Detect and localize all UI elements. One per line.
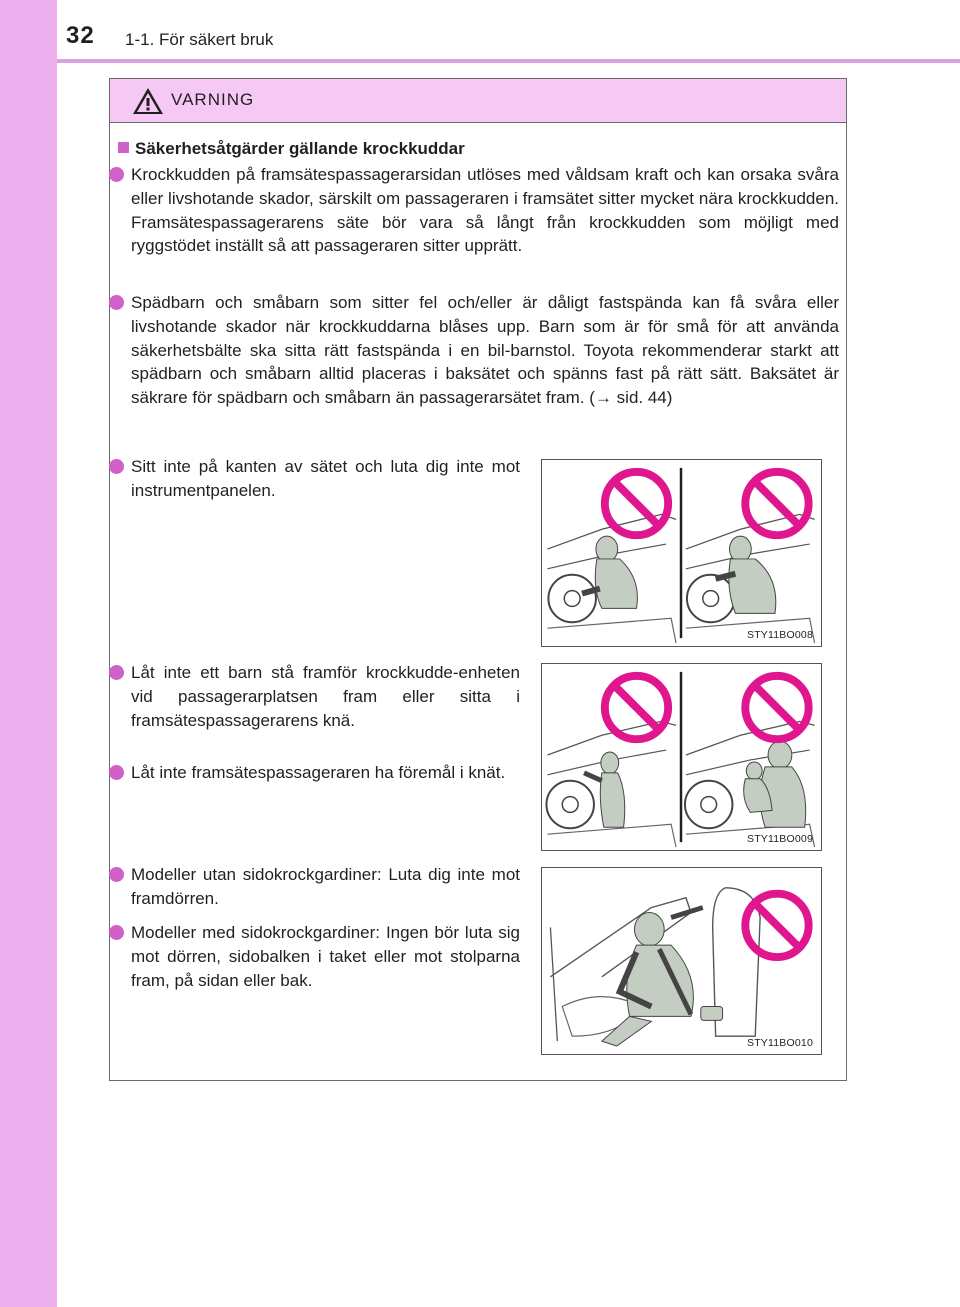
figure-code: STY11BO010 xyxy=(746,1037,813,1049)
figure-code: STY11BO009 xyxy=(746,833,813,845)
page-number: 32 xyxy=(66,22,95,49)
section-title: 1-1. För säkert bruk xyxy=(125,30,274,49)
bullet-item: Modeller med sidokrockgardiner: Ingen bör luta sig mot dörren, sidobalken i taket eller mot stolparna fram, på sidan eller bak. xyxy=(131,921,520,992)
bullet-item: Spädbarn och småbarn som sitter fel och/eller är dåligt fastspända kan få svåra eller livshotande skador när krockkuddarna blåses upp. Barn som är för små för att använda säkerhetsbälte ska sitta rätt fastspända i en bil-barnstol. Toyota rekommenderar starkt att spädbarn och småbarn alltid placeras i baksätet och spänns fast på rätt sätt. Baksätet är säkrare för spädbarn och småbarn än passagerarsätet fram. (→ sid. 44) xyxy=(131,291,839,410)
section-heading: Säkerhetsåtgärder gällande krockkuddar xyxy=(118,139,465,159)
warning-label: VARNING xyxy=(171,90,255,109)
bullet-item: Låt inte framsätespassageraren ha föremål i knät. xyxy=(131,761,520,785)
bullet-dot-icon xyxy=(109,665,124,680)
bullet-item: Modeller utan sidokrockgardiner: Luta dig inte mot framdörren. xyxy=(131,863,520,911)
bullet-dot-icon xyxy=(109,765,124,780)
figure-code: STY11BO008 xyxy=(746,629,813,641)
warning-triangle-icon xyxy=(132,87,164,115)
bullet-dot-icon xyxy=(109,459,124,474)
illustration-child-in-front xyxy=(541,663,822,851)
header-rule xyxy=(57,59,960,63)
bullet-dot-icon xyxy=(109,867,124,882)
side-color-band xyxy=(0,0,57,1307)
bullet-item: Krockkudden på framsätespassagerarsidan utlöses med våldsam kraft och kan orsaka svåra eller livshotande skador, särskilt om passageraren i framsätet sitter mycket nära krockkudden. Framsätespassagerarens säte bör vara så långt från krockkudden som möjligt med ryggstödet inställt så att passageraren sitter upprätt. xyxy=(131,163,839,258)
warning-box xyxy=(109,78,847,1081)
warning-header xyxy=(110,79,846,123)
bullet-dot-icon xyxy=(109,925,124,940)
square-bullet-icon xyxy=(118,142,129,153)
illustration-leaning-forward xyxy=(541,459,822,647)
bullet-item: Låt inte ett barn stå framför krockkudde-enheten vid passagerarplatsen fram eller sitta i framsätespassagerarens knä. xyxy=(131,661,520,732)
illustration-leaning-on-door xyxy=(541,867,822,1055)
bullet-item: Sitt inte på kanten av sätet och luta dig inte mot instrumentpanelen. xyxy=(131,455,520,503)
bullet-dot-icon xyxy=(109,167,124,182)
bullet-dot-icon xyxy=(109,295,124,310)
